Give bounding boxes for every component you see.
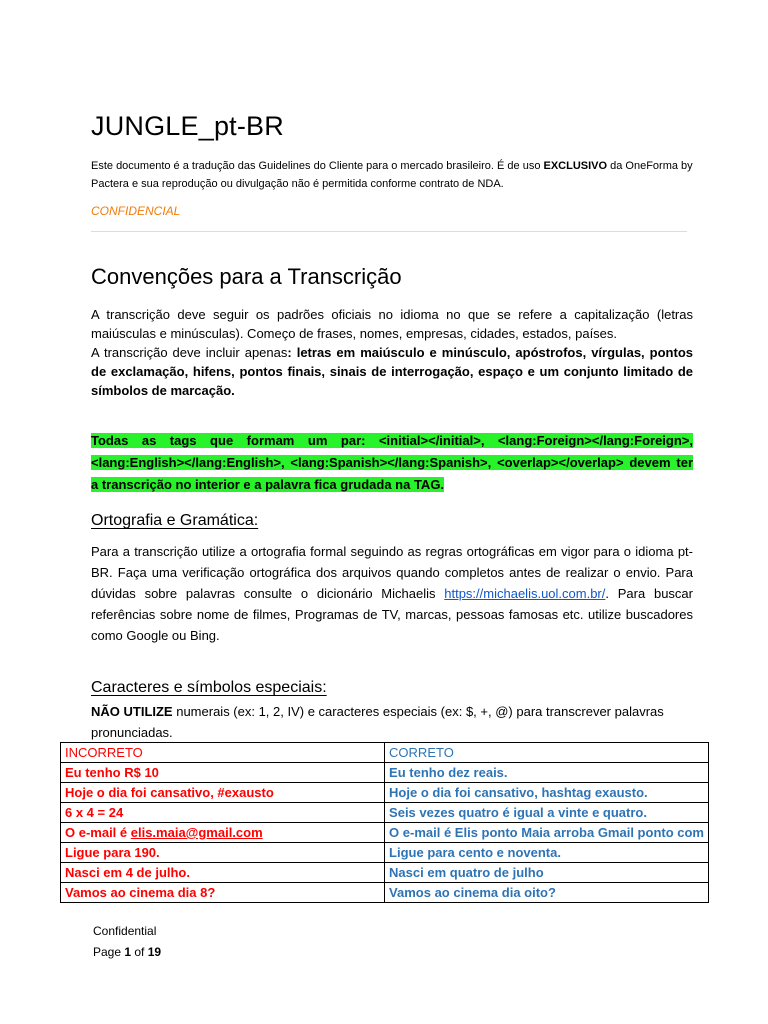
email-link[interactable]: elis.maia@gmail.com xyxy=(130,825,263,840)
nao-utilize-bold: NÃO UTILIZE xyxy=(91,704,173,719)
nao-utilize-text: numerais (ex: 1, 2, IV) e caracteres especiais (ex: $, +, @) para transcrever palavras pronunciadas. xyxy=(91,704,664,740)
allowed-characters-lead: A transcrição deve incluir apenas xyxy=(91,345,288,360)
caracteres-heading: Caracteres e símbolos especiais: xyxy=(91,679,327,696)
table-row xyxy=(61,763,709,783)
correct-cell: Vamos ao cinema dia oito? xyxy=(385,883,709,903)
page-of-label: of xyxy=(131,945,148,959)
table-row xyxy=(61,863,709,883)
incorrect-cell xyxy=(61,823,385,843)
incorrect-cell: Eu tenho R$ 10 xyxy=(61,763,385,783)
header-incorrect: INCORRETO xyxy=(61,743,385,763)
incorrect-cell: Vamos ao cinema dia 8? xyxy=(61,883,385,903)
page-current: 1 xyxy=(124,945,132,959)
confidential-label: CONFIDENCIAL xyxy=(91,204,181,218)
incorrect-cell: 6 x 4 = 24 xyxy=(61,803,385,823)
footer-confidential: Confidential xyxy=(93,924,157,938)
ortografia-text-2: . Para buscar referências sobre nome de filmes, Programas de TV, marcas, pessoas famosas etc. utilize buscadores como Google ou Bing. xyxy=(91,586,693,643)
allowed-characters-list: : letras em maiúsculo e minúsculo, apóstrofos, vírgulas, pontos de exclamação, hifens, pontos finais, sinais de interrogação, espaço e um conjunto limitado de símbolos de marcação. xyxy=(91,345,693,398)
page-label: Page xyxy=(93,945,125,959)
incorrect-cell: Ligue para 190. xyxy=(61,843,385,863)
nao-utilize-paragraph xyxy=(91,701,693,743)
correct-cell: Eu tenho dez reais. xyxy=(385,763,709,783)
correct-cell: Seis vezes quatro é igual a vinte e quatro. xyxy=(385,803,709,823)
ortografia-paragraph xyxy=(91,541,693,646)
ortografia-heading: Ortografia e Gramática: xyxy=(91,512,259,529)
tags-rule-highlight: Todas as tags que formam um par: <initial></initial>, <lang:Foreign></lang:Foreign>, <lang:English></lang:English>, <lang:Spanish></lang:Spanish>, <overlap></overlap> devem ter a transcrição no interior e a palavra fica grudada na TAG. xyxy=(91,433,693,492)
page-number xyxy=(93,942,161,963)
document-title: JUNGLE_pt-BR xyxy=(91,111,284,141)
page-footer xyxy=(93,921,161,963)
intro-text-part2: da OneForma by Pactera e sua reprodução ou divulgação não é permitida conforme contrato de NDA. xyxy=(91,160,693,190)
table-row xyxy=(61,883,709,903)
table-header-row xyxy=(61,743,709,763)
section-title: Convenções para a Transcrição xyxy=(91,264,402,289)
table-row xyxy=(61,823,709,843)
incorrect-email-prefix: O e-mail é xyxy=(65,825,131,840)
intro-text-part1: Este documento é a tradução das Guidelines do Cliente para o mercado brasileiro. É de uso xyxy=(91,160,544,172)
incorrect-cell: Hoje o dia foi cansativo, #exausto xyxy=(61,783,385,803)
correct-cell: O e-mail é Elis ponto Maia arroba Gmail ponto com xyxy=(385,823,709,843)
correct-cell: Ligue para cento e noventa. xyxy=(385,843,709,863)
correct-cell: Hoje o dia foi cansativo, hashtag exausto. xyxy=(385,783,709,803)
allowed-characters-paragraph xyxy=(91,343,693,400)
intro-paragraph xyxy=(91,157,696,193)
divider xyxy=(91,231,687,232)
capitalization-paragraph: A transcrição deve seguir os padrões oficiais no idioma no que se refere a capitalização (letras maiúsculas e minúsculas). Começo de frases, nomes, empresas, cidades, estados, países. xyxy=(91,307,693,341)
ortografia-text-1: Para a transcrição utilize a ortografia formal seguindo as regras ortográficas em vigor para o idioma pt-BR. Faça uma verificação ortográfica dos arquivos quando completos antes de realizar o envio. Para dúvidas sobre palavras consulte o dicionário Michaelis xyxy=(91,544,693,601)
examples-table xyxy=(60,742,709,903)
tags-rule-paragraph xyxy=(91,430,693,496)
header-correct: CORRETO xyxy=(385,743,709,763)
intro-exclusive: EXCLUSIVO xyxy=(543,160,608,172)
incorrect-cell: Nasci em 4 de julho. xyxy=(61,863,385,883)
table-row xyxy=(61,783,709,803)
correct-cell: Nasci em quatro de julho xyxy=(385,863,709,883)
page-total: 19 xyxy=(147,945,162,959)
michaelis-link[interactable]: https://michaelis.uol.com.br/ xyxy=(444,586,606,601)
table-row xyxy=(61,803,709,823)
table-row xyxy=(61,843,709,863)
